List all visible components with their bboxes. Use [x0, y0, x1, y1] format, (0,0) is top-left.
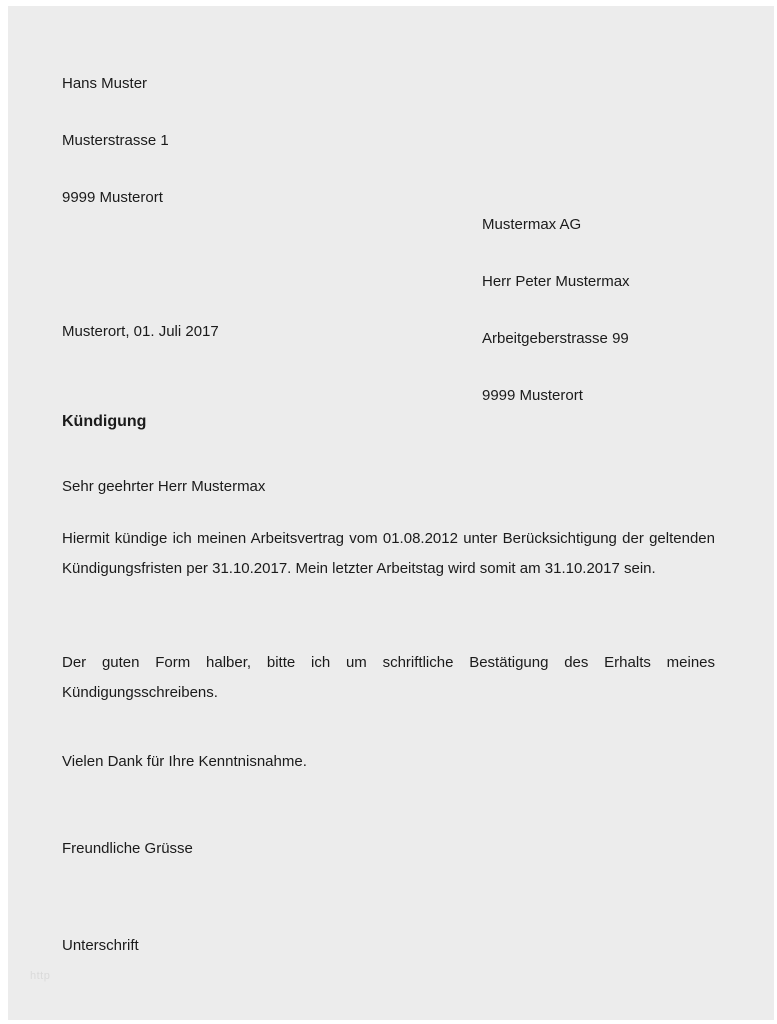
body-paragraph-confirmation-request: Der guten Form halber, bitte ich um schriftliche Bestätigung des Erhalts meines Kündigungsschreibens.: [62, 654, 715, 701]
recipient-contact: Herr Peter Mustermax: [482, 273, 630, 290]
sender-street: Musterstrasse 1: [62, 132, 169, 149]
body-paragraph-termination: Hiermit kündige ich meinen Arbeitsvertrag vom 01.08.2012 unter Berücksichtigung der geltenden Kündigungsfristen per 31.10.2017. Mein letzter Arbeitstag wird somit am 31.10.2017 sein.: [62, 530, 715, 577]
watermark-text: http: [30, 970, 51, 982]
place-date-line: Musterort, 01. Juli 2017: [62, 323, 219, 340]
sender-city: 9999 Musterort: [62, 189, 163, 206]
salutation: Sehr geehrter Herr Mustermax: [62, 478, 266, 495]
recipient-company: Mustermax AG: [482, 216, 582, 233]
recipient-address-block: [482, 177, 630, 443]
sender-address-block: [62, 36, 169, 245]
subject-heading: Kündigung: [62, 413, 147, 430]
signature-label: Unterschrift: [62, 937, 139, 954]
closing-phrase: Freundliche Grüsse: [62, 840, 193, 857]
recipient-city: 9999 Musterort: [482, 387, 583, 404]
sender-name: Hans Muster: [62, 75, 148, 92]
recipient-street: Arbeitgeberstrasse 99: [482, 330, 629, 347]
thanks-line: Vielen Dank für Ihre Kenntnisnahme.: [62, 753, 307, 770]
